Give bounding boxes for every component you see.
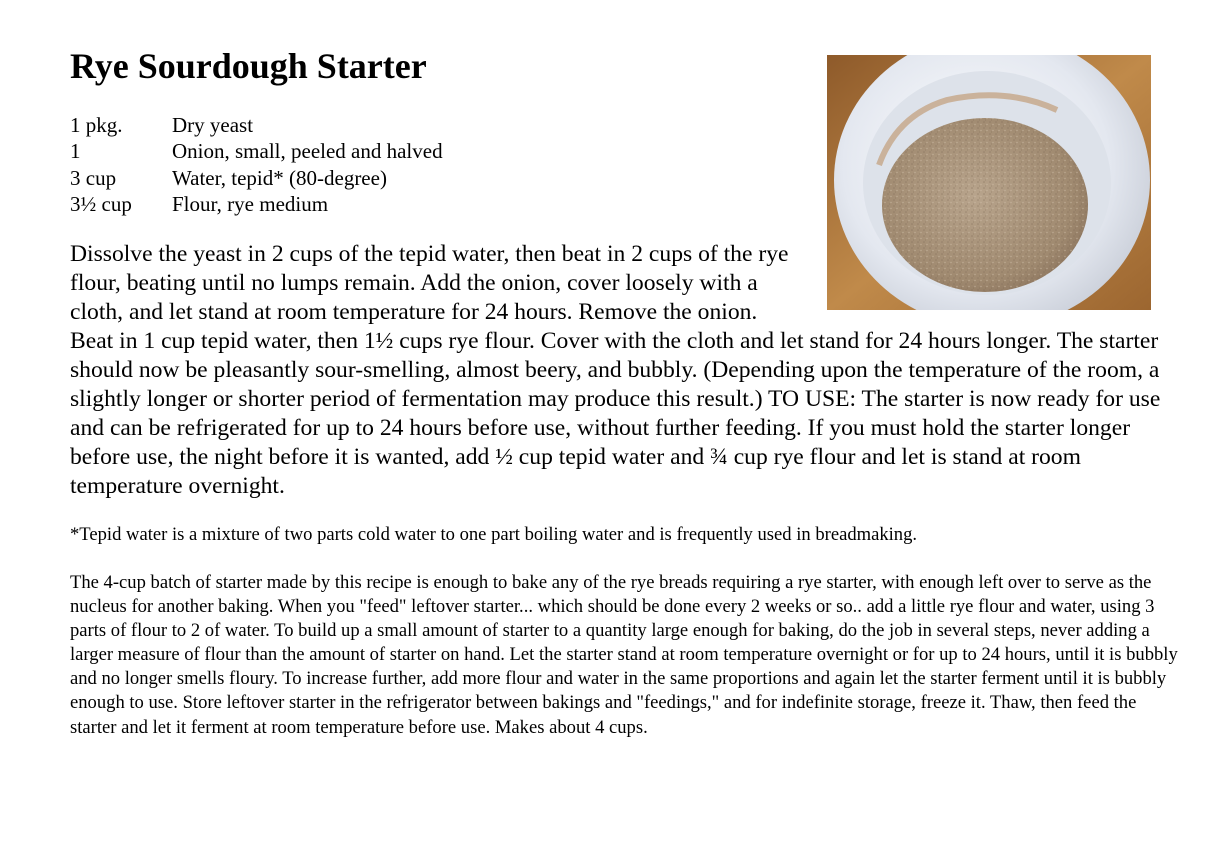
method-text-block [70, 240, 1185, 501]
method-paragraph: Dissolve the yeast in 2 cups of the tepid water, then beat in 2 cups of the rye flour, beating until no lumps remain. Add the onion, cover loosely with a cloth, and let stand at room temperature for 24 hours. Remove the onion. Beat in 1 cup tepid water, then 1½ cups rye flour. Cover with the cloth and let stand for 24 hours longer. The starter should now be pleasantly sour-smelling, almost beery, and bubbly. (Depending upon the temperature of the room, a slightly longer or shorter period of fermentation may produce this result.) TO USE: The starter is now ready for use and can be refrigerated for up to 24 hours before use, without further feeding. If you must hold the starter longer before use, the night before it is wanted, add ½ cup tepid water and ¾ cup rye flour and let is stand at room temperature overnight. [70, 241, 1161, 499]
ingredient-quantity: 3½ cup [70, 191, 132, 216]
storage-notes: The 4-cup batch of starter made by this recipe is enough to bake any of the rye breads requiring a rye starter, with enough left over to serve as the nucleus for another baking. When you "feed" leftover starter... which should be done every 2 weeks or so.. add a little rye flour and water, using 3 parts of flour to 2 of water. To build up a small amount of starter to a quantity large enough for baking, do the job in several steps, never adding a larger measure of flour than the amount of starter on hand. Let the starter stand at room temperature overnight or for up to 24 hours, until it is bubbly and no longer smells floury. To increase further, add more flour and water in the same proportions and again let the starter ferment until it is bubbly enough to use. Store leftover starter in the refrigerator between bakings and "feedings," and for indefinite storage, freeze it. Thaw, then feed the starter and let it ferment at room temperature before use. Makes about 4 cups. [70, 572, 1178, 738]
ingredient-name: Flour, rye medium [172, 191, 329, 216]
ingredient-row [70, 191, 443, 217]
footnote: *Tepid water is a mixture of two parts cold water to one part boiling water and is frequently used in breadmaking. [70, 524, 918, 545]
ingredient-name: Onion, small, peeled and halved [172, 139, 443, 164]
ingredient-name: Water, tepid* (80-degree) [172, 165, 387, 190]
photo-wrap-spacer [800, 240, 1185, 312]
page-title: Rye Sourdough Starter [70, 46, 427, 86]
ingredient-list [70, 112, 443, 217]
ingredient-row [70, 165, 443, 191]
ingredient-quantity: 1 pkg. [70, 113, 123, 137]
ingredient-name: Dry yeast [172, 113, 254, 137]
ingredient-row [70, 112, 443, 138]
ingredient-quantity: 3 cup [70, 165, 117, 190]
ingredient-quantity: 1 [70, 139, 81, 164]
ingredient-row [70, 138, 443, 164]
